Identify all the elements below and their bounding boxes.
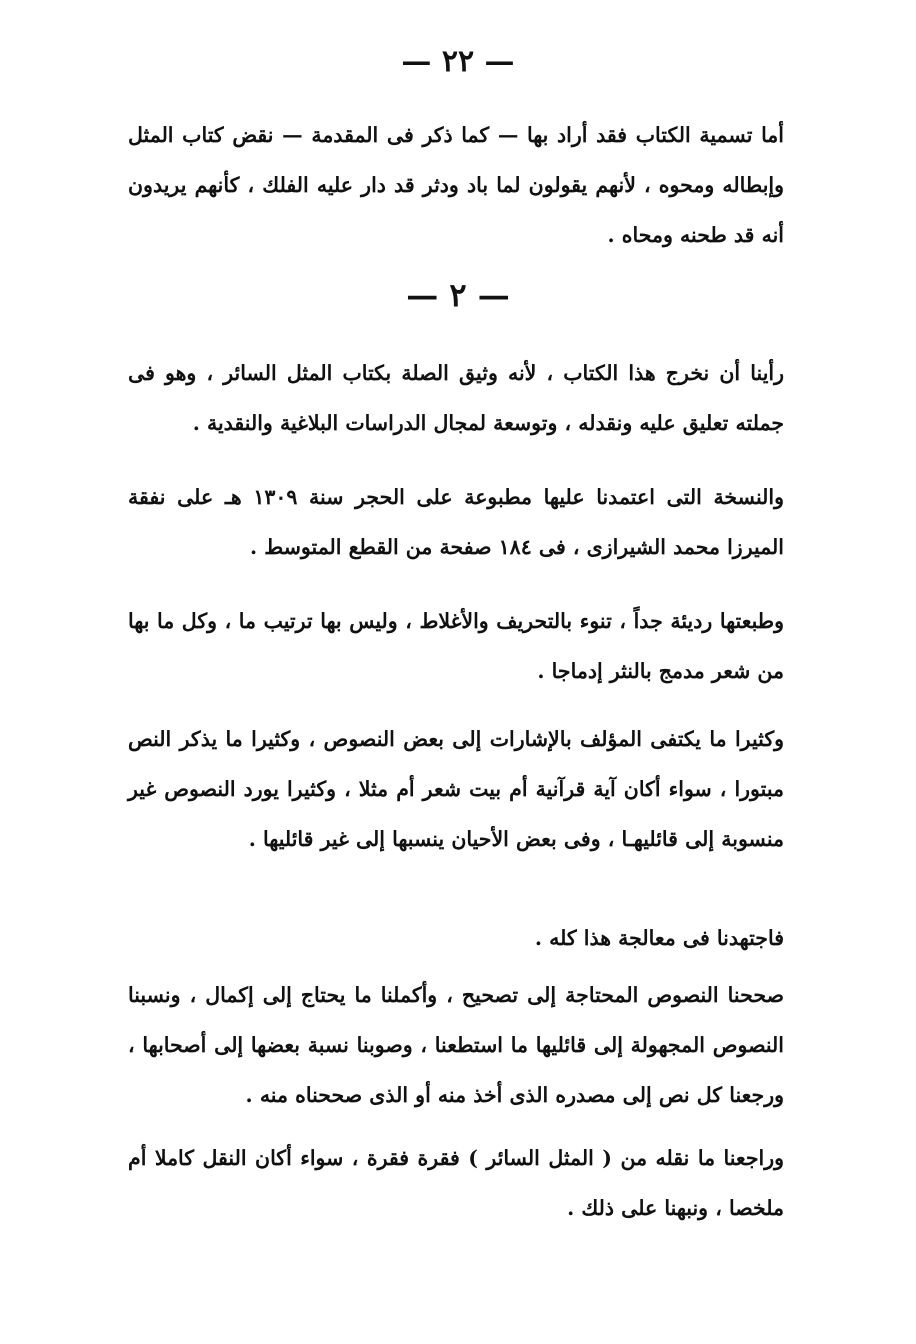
paragraph: والنسخة التى اعتمدنا عليها مطبوعة على الحجر سنة ١٣٠٩ هـ على نفقة الميرزا محمد الشيرازى ، فى ١٨٤ صفحة من القطع المتوسط . (128, 485, 784, 559)
paragraph: صححنا النصوص المحتاجة إلى تصحيح ، وأكملنا ما يحتاج إلى إكمال ، ونسبنا النصوص المجهولة إلى قائليها ما استطعنا ، وصوبنا نسبة بعضها إلى أصحابها ، ورجعنا كل نص إلى مصدره الذى أخذ منه أو الذى صححناه منه . (128, 983, 784, 1107)
paragraph: وراجعنا ما نقله من ( المثل السائر ) فقرة فقرة ، سواء أكان النقل كاملا أم ملخصا ، ونبهنا على ذلك . (128, 1146, 784, 1220)
page-number: — ٢٢ — (401, 44, 515, 79)
paragraph: رأينا أن نخرج هذا الكتاب ، لأنه وثيق الصلة بكتاب المثل السائر ، وهو فى جملته تعليق عليه ونقدله ، وتوسعة لمجال الدراسات البلاغية والنقدية . (128, 361, 784, 435)
intro-paragraph: أما تسمية الكتاب فقد أراد بها — كما ذكر فى المقدمة — نقض كتاب المثل وإبطاله ومحوه ، لأنهم يقولون لما باد ودثر قد دار عليه الفلك ، كأنهم يريدون أنه قد طحنه ومحاه . (128, 123, 784, 247)
paragraph: فاجتهدنا فى معالجة هذا كله . (534, 926, 784, 950)
paragraph: وكثيرا ما يكتفى المؤلف بالإشارات إلى بعض النصوص ، وكثيرا ما يذكر النص مبتورا ، سواء أكان آية قرآنية أم بيت شعر أم مثلا ، وكثيرا يورد النصوص غير منسوبة إلى قائليهـا ، وفى بعض الأحيان ينسبها إلى غير قائليها . (128, 727, 784, 851)
section-heading: — ٢ — (406, 276, 510, 314)
paragraph: وطبعتها رديئة جداً ، تنوء بالتحريف والأغلاط ، وليس بها ترتيب ما ، وكل ما بها من شعر مدمج بالنثر إدماجا . (128, 609, 784, 683)
